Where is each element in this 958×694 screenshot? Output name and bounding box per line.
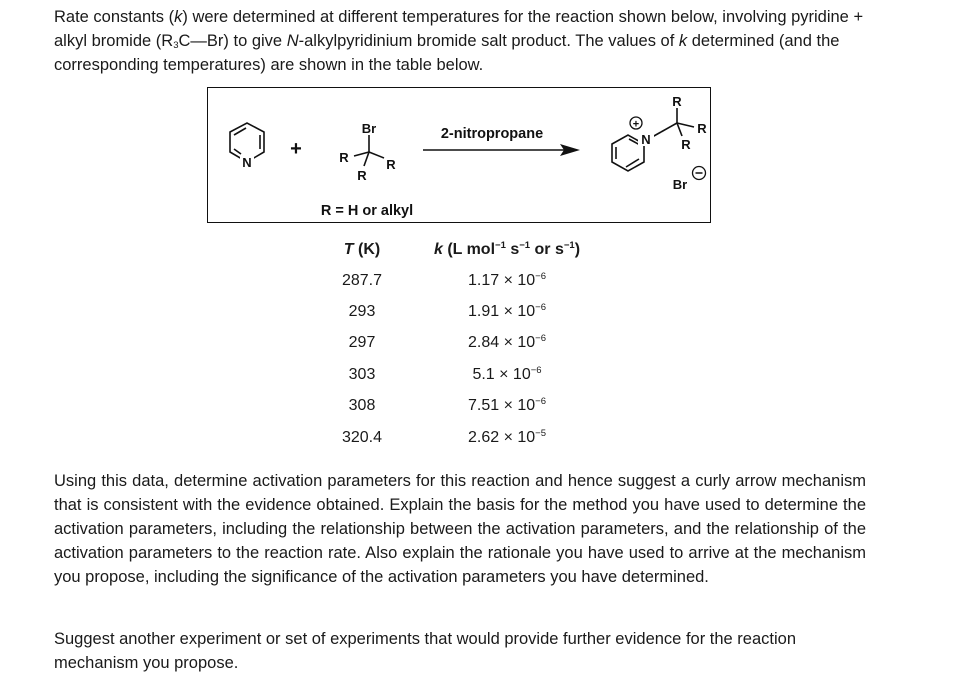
table-row: [322, 391, 612, 422]
alkyl-bromide-br-label: Br: [361, 121, 377, 136]
product-r-bottom: R: [681, 137, 691, 152]
alkyl-bromide-r-right: R: [386, 157, 396, 172]
intro-paragraph: Rate constants (k) were determined at different temperatures for the reaction shown below, involving pyridine + alkyl bromide $(R_3C—Br)$ to give N-alkylpyridinium bromide salt product. The values of k determined (and the corresponding temperatures) are shown in the table below.: [54, 8, 864, 74]
rate-constant-cell: $1.17 \times 10^{-6}$: [467, 270, 546, 289]
temperature-cell: 303: [348, 365, 376, 383]
rate-constant-cell: $5.1 \times 10^{-6}$: [472, 364, 542, 383]
temperature-header: T (K): [343, 241, 381, 258]
temperature-cell: 293: [348, 303, 376, 321]
table-row: [322, 359, 612, 390]
product-r-right: R: [697, 121, 707, 136]
pyridinium-nitrogen-label: N: [641, 132, 651, 147]
product-r-top: R: [672, 94, 682, 109]
alkyl-bromide-structure: [354, 135, 384, 166]
positive-charge-sign: +: [632, 118, 640, 131]
pyridine-nitrogen-label: N: [242, 155, 252, 170]
rate-constant-cell: $2.84 \times 10^{-6}$: [467, 333, 546, 352]
rate-constant-cell: $7.51 \times 10^{-6}$: [467, 396, 546, 415]
solvent-label: 2-nitropropane: [440, 126, 544, 142]
table-row: [322, 296, 612, 327]
table-header-row: [322, 235, 612, 265]
instructions-paragraph: Using this data, determine activation parameters for this reaction and hence suggest a curly arrow mechanism that is consistent with the evidence obtained. Explain the basis for the method you have used to determine the activation parameters, including the relationship between the activation parameters, and the relationship of the activation parameters to the reaction rate. Also explain the rationale you have used to arrive at the mechanism you propose, including the significance of the activation parameters you have determined.: [54, 472, 866, 586]
table-row: [322, 265, 612, 296]
alkyl-bromide-r-bottom: R: [357, 168, 367, 183]
temperature-cell: 297: [348, 334, 376, 352]
rate-constant-table: [322, 235, 612, 453]
reaction-arrow: [423, 144, 580, 156]
rate-constant-header: k (L mol$^{-1}$ $s^{-1}$ or $s^{-1}$): [433, 240, 581, 258]
temperature-cell: 308: [348, 397, 376, 415]
reaction-scheme-drawing: [208, 88, 712, 224]
r-definition-label: R = H or alkyl: [320, 203, 414, 219]
plus-sign: +: [290, 138, 302, 160]
rate-constant-cell: $1.91 \times 10^{-6}$: [467, 302, 546, 321]
bromide-label: Br: [672, 177, 688, 192]
temperature-cell: 320.4: [341, 428, 383, 446]
reaction-scheme: [207, 87, 711, 223]
temperature-cell: 287.7: [341, 271, 383, 289]
alkyl-bromide-r-left: R: [339, 150, 349, 165]
rate-constant-cell: $2.62 \times 10^{-5}$: [467, 427, 546, 446]
table-row: [322, 422, 612, 453]
further-experiment-paragraph: Suggest another experiment or set of experiments that would provide further evidence for the reaction mechanism you propose.: [54, 630, 797, 672]
table-row: [322, 328, 612, 359]
